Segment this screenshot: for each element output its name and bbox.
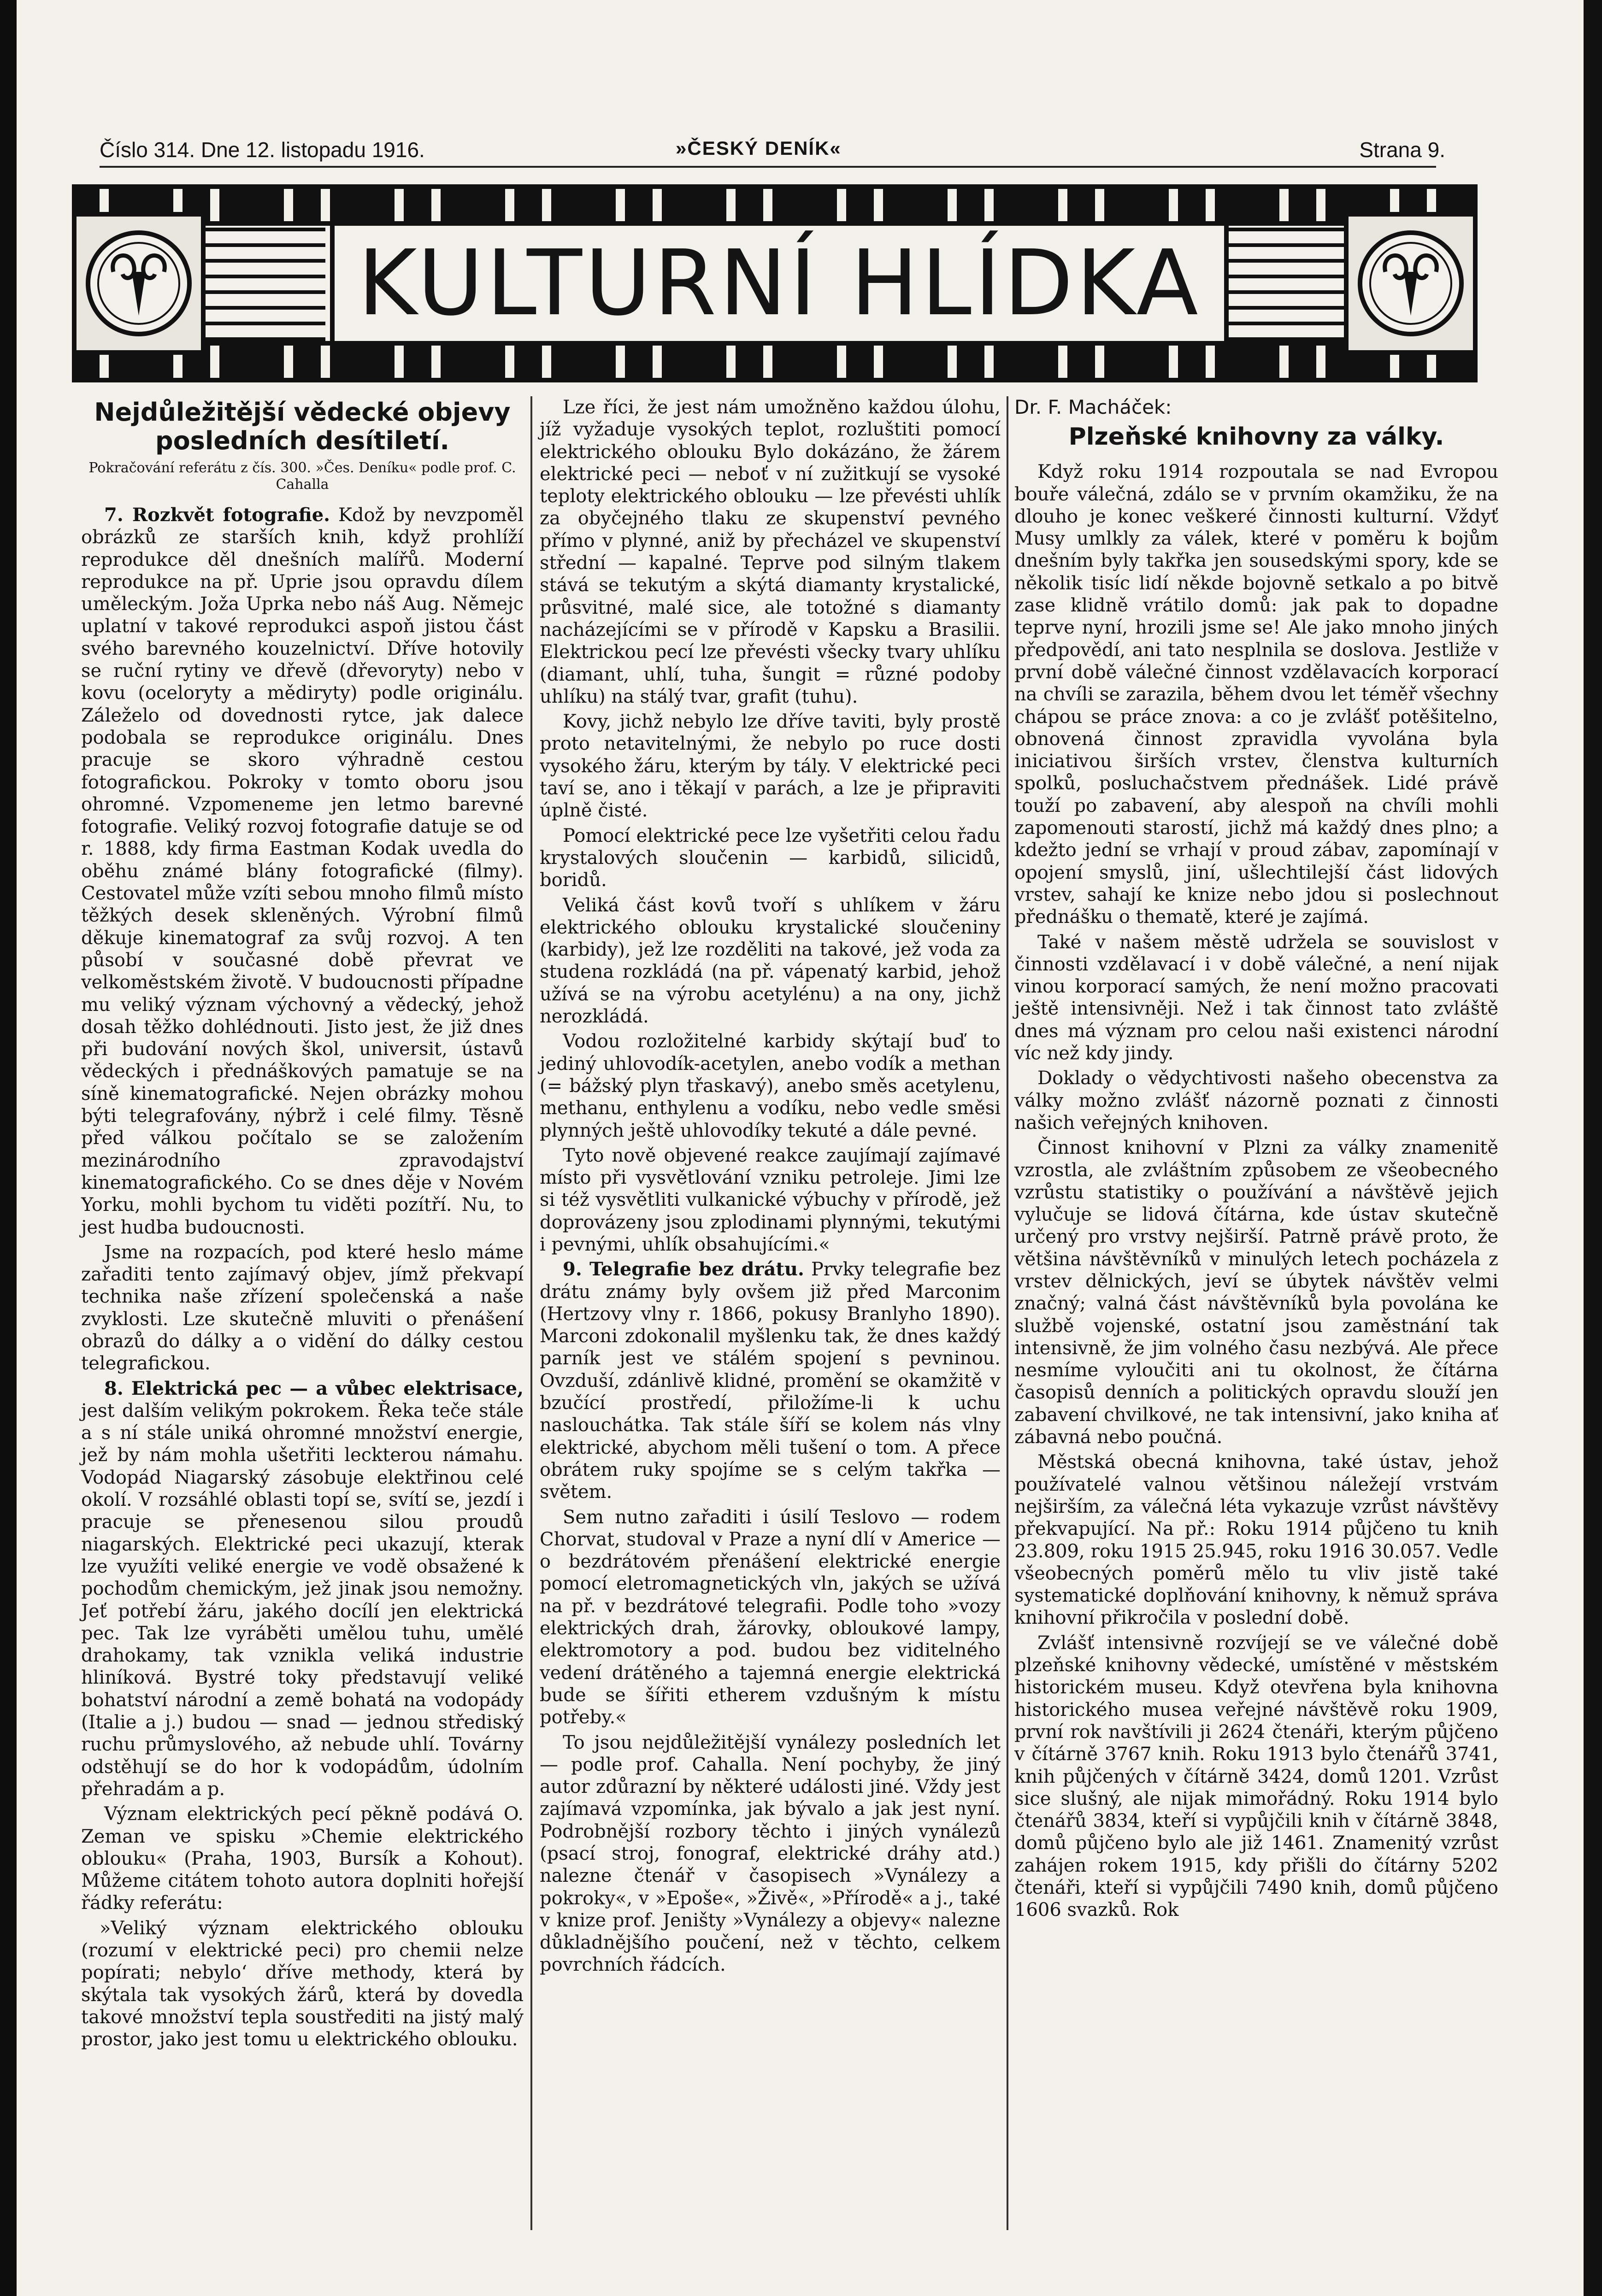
section-8-text: jest dalším velikým pokrokem. Řeka teče stále a s ní stále uniká ohromné množství energie, jež by nám mohla ušetřiti leckterou námahu. Vodopád Niagarský zásobuje elektřinou celé okolí. V rozsáhlé oblasti topí se, svítí se, jezdí i pracuje se přenesenou silou proudů niagarských. Elektrické peci ukazují, kterak lze využíti veliké energie ve vodě obsažené k pochodům chemickým, jež jinak jsou nemožny. Jeť potřebí žáru, jakého docílí jen elektrická pec. Tak lze vyráběti umělou tuhu, umělé drahokamy, tak vznikla veliká industrie hliníková. Bystré toky představují veliké bohatství národní a země bohatá na vodopády (Italie a j.) budou — snad — jednou střediský ruchu průmyslového, až nebude uhlí. Továrny odstěhují se do hor k vodopádům, údolním přehradám a p. bbox=[81, 1400, 524, 1800]
quotation: »Veliký význam elektrického oblouku (rozumí v elektrické peci) pro chemii nelze popírati; nebylo‘ dříve methody, která by skýtala tak vysokých žárů, která by dovedla takové množství tepla soustřediti na jistý malý prostor, jako jest tomu u elektrického oblouku. bbox=[81, 1917, 524, 2050]
section-masthead bbox=[72, 184, 1478, 378]
section-9-heading: 9. Telegrafie bez drátu. bbox=[563, 1258, 804, 1280]
article-source-note: Pokračování referátu z čís. 300. »Čes. Deníku« podle prof. C. Cahalla bbox=[88, 460, 516, 493]
page-number: Strana 9. bbox=[1359, 138, 1445, 162]
section-8-paragraph bbox=[81, 1378, 524, 1801]
paragraph: Také v našem městě udržela se souvislost v činnosti vzdělavací i v době válečné, a není nijak vinou korporací samých, že není možno pracovati ještě intensivněji. Než i tak činnost tato zvláště dnes má význam pro celou naši existenci národní víc než kdy jindy. bbox=[1014, 931, 1498, 1064]
article-headline: Nejdůležitější vědecké objevy posledních desítiletí. bbox=[94, 398, 511, 455]
paragraph: Zvlášť intensivně rozvíjejí se ve válečné době plzeňské knihovny vědecké, umístěné v městském historickém museu. Když otevřena byla knihovna historického musea veřejné návštěvě roku 1909, první rok navštívili ji 2624 čtenáři, kterým půjčeno v čítárně 3767 knih. Roku 1913 bylo čtenářů 3741, knih půjčených v čítárně 3424, domů 1201. Vzrůst sice slušný, ale nijak mimořádný. Roku 1914 bylo čtenářů 3834, kteří si vypůjčili knih v čítárně 3848, domů půjčeno bylo ale již 1461. Znamenitý vzrůst zahájen rokem 1915, kdy přišli do čítárny 5202 čtenáři, kteří si vypůjčili 7490 knih, domů půjčeno 1606 svazků. Rok bbox=[1014, 1632, 1498, 1921]
header-rule bbox=[100, 166, 1436, 168]
paragraph: Jsme na rozpacích, pod které heslo máme zařaditi tento zajímavý objev, jímž překvapí technika naše zřízení společenská a naše zvyklosti. Lze skutečně mluviti o přenášení obrazů do dálky a o vidění do dálky cestou telegrafickou. bbox=[81, 1241, 524, 1374]
ram-head-emblem-icon bbox=[72, 212, 206, 355]
newspaper-name: »ČESKÝ DENÍK« bbox=[676, 137, 842, 159]
masthead-hatch-left bbox=[206, 226, 325, 341]
section-7-heading: 7. Rozkvět fotografie. bbox=[104, 504, 330, 526]
paragraph: Sem nutno zařaditi i úsilí Teslovo — rodem Chorvat, studoval v Praze a nyní dlí v Americe — o bezdrátovém přenášení elektrické energie pomocí eletromagnetických vln, jakých se užívá na př. v bezdrátové telegrafii. Podle toho »vozy elektrických drah, žárovky, obloukové lampy, elektromotory a pod. budou bez viditelného vedení drátěného a tajemná energie elektrická bude se šířiti etherem vzdušným k místu potřeby.« bbox=[540, 1506, 1001, 1728]
scan-edge-right bbox=[1584, 0, 1602, 2296]
issue-date: Číslo 314. Dne 12. listopadu 1916. bbox=[100, 138, 425, 162]
masthead-ornament-bottom bbox=[72, 341, 1478, 382]
column-divider bbox=[530, 396, 532, 2230]
article-column-2 bbox=[540, 396, 1001, 1979]
section-7-paragraph bbox=[81, 504, 524, 1239]
paragraph: Pomocí elektrické pece lze vyšetřiti celou řadu krystalových sloučenin — karbidů, silicidů, boridů. bbox=[540, 825, 1001, 891]
paragraph: Činnost knihovní v Plzni za války znamenitě vzrostla, ale zvláštním způsobem ze všeobecného vzrůstu statistiky o používání a návštěvě jejich vylučuje se lidová čítárna, kde ústav skutečně určený pro vrstvy nejširší. Patrně právě proto, že většina návštěvníků v minulých letech pocházela z vrstev dělnických, jeví se úbytek návštěv velmi značný; valná část návštěvníků byla povolána ke službě vojenské, ostatní jsou zaměstnání tak intensivně, že jim volného času nezbývá. Ale přece nesmíme vyloučiti ani tu okolnost, že čítárna časopisů denních a politických opravdu slouží jen zabavení chvilkové, ne tak intensivní, jako kniha ať zábavná nebo poučná. bbox=[1014, 1137, 1498, 1448]
newspaper-page bbox=[17, 0, 1584, 2296]
masthead-hatch-right bbox=[1224, 226, 1344, 341]
paragraph: Lze říci, že jest nám umožněno každou úlohu, jíž vyžaduje vysokých teplot, rozluštiti pomocí elektrického oblouku Bylo dokázáno, že žárem elektrické peci — neboť v ní zužitkují se vysoké teploty elektrického oblouku — lze převésti uhlík za obyčejného tlaku ze skupenství pevného přímo v plynné, aniž by přecházel ve skupenství střední — kapalné. Teprve pod silným tlakem stává se tekutým a skýtá diamanty krystalické, průsvitné, malé sice, ale totožné s diamanty nacházejícími se v přírodě v Kapsku a Brasilii. Elektrickou pecí lze převésti všecky tvary uhlíku (diamant, uhlí, tuha, šungit = různé podoby uhlíku) na stálý tvar, grafit (tuhu). bbox=[540, 397, 1001, 707]
section-8-heading: 8. Elektrická pec — a vůbec elektrisace, bbox=[104, 1377, 524, 1399]
paragraph: Tyto nově objevené reakce zaujímají zajímavé místo při vysvětlování vzniku petroleje. Jimi lze si též vysvětliti vulkanické výbuchy v přírodě, jež doprovázeny jsou zplodinami plynnými, tekutými i pevnými, uhlík obsahujícími.« bbox=[540, 1145, 1001, 1255]
paragraph: Městská obecná knihovna, také ústav, jehož používatelé valnou většinou náležejí vrstvám nejširším, za válečná léta vykazuje vzrůst návštěvy překvapující. Na př.: Roku 1914 půjčeno tu knih 23.809, roku 1915 25.945, roku 1916 30.057. Vedle všeobecných poměrů mělo tu vliv jistě také systematické doplňování knihovny, k němuž správa knihovní přikročila v poslední době. bbox=[1014, 1451, 1498, 1629]
section-title: KULTURNÍ HLÍDKA bbox=[330, 226, 1229, 341]
scan-edge-left bbox=[0, 0, 17, 2296]
section-9-text: Prvky telegrafie bez drátu známy byly ovšem již před Marconim (Hertzovy vlny r. 1866, pokusy Branlyho 1890). Marconi zdokonalil myšlenku tak, že dnes každý parník jest ve stálém spojení s pevninou. Ovzduší, zdánlivě klidné, promění se okamžitě v bzučící prostředí, přiložíme-li k uchu naslouchátka. Tak stále šíří se kolem nás vlny elektrické, abychom měli tušení o tom. A přece obrátem ruky spojíme se s celým takřka — světem. bbox=[540, 1259, 1001, 1503]
section-9-paragraph bbox=[540, 1258, 1001, 1503]
article-column-1 bbox=[81, 396, 524, 2050]
paragraph: Veliká část kovů tvoří s uhlíkem v žáru elektrického oblouku krystalické sloučeniny (karbidy), jež lze rozděliti na takové, jež voda za studena rozkládá (na př. vápenatý karbid, jehož užívá se na výrobu acetylénu) a na ony, jichž nerozkládá. bbox=[540, 894, 1001, 1028]
masthead-ornament-top bbox=[72, 184, 1478, 226]
running-head bbox=[100, 137, 1445, 170]
paragraph: To jsou nejdůležitější vynálezy posledních let — podle prof. Cahalla. Není pochyby, že jiný autor zdůrazní by některé události jiné. Vždy jest zajímavá vzpomínka, jak bývalo a jak jest nyní. Podrobnější rozbory těchto i jiných vynálezů (psací stroj, fonograf, elektrické dráhy atd.) nalezne čtenář v časopisech »Vynálezy a pokroky«, v »Epoše«, »Živě«, »Přírodě« a j., také v knize prof. Jeništy »Vynálezy a objevy« nalezne důkladnějšího poučení, než v těchto, celkem povrchních řádcích. bbox=[540, 1732, 1001, 1976]
column-divider bbox=[1007, 396, 1008, 2230]
article-author: Dr. F. Macháček: bbox=[1014, 396, 1172, 418]
article-headline: Plzeňské knihovny za války. bbox=[1068, 423, 1444, 451]
paragraph: Kovy, jichž nebylo lze dříve taviti, byly prostě proto netavitelnými, že nebylo po ruce dosti vysokého žáru, kterým by tály. V elektrické peci taví se, ano i těkají v parách, a lze je připraviti úplně čisté. bbox=[540, 711, 1001, 822]
paragraph: Když roku 1914 rozpoutala se nad Evropou bouře válečná, zdálo se v prvním okamžiku, že na dlouho je konec veškeré činnosti kulturní. Vždyť Musy umlkly za válek, které v poměru k bojům dnešním byly takřka jen sousedskými spory, kde se několik tisíc lidí někde bojovně setkalo a po bitvě zase klidně vrátilo domů: jak pak to dopadne teprve nyní, hrozili jsme se! Ale jako mnoho jiných předpovědí, ani tato nesplnila se doslova. Jestliže v první době válečné činnost vzdělavacích korporací na chvíli se zarazila, během dvou let téměř všechny chápou se práce znova: a co je zvlášť potěšitelno, obnovená činnost zpravidla vyvolána byla iniciativou širších vrstev, členstva kulturních spolků, posluchačstvem přednášek. Lidé právě touží po zabavení, aby alespoň na chvíli mohli zapomenouti starostí, jichž má každý dnes plno; a kdežto jední se vrhají v proud zábav, zapomínají v opojení smyslů, jiní, ušlechtilejší část lidových vrstev, sahají ke knize nebo jdou si poslechnout přednášku o thematě, které je zajímá. bbox=[1014, 461, 1498, 928]
section-7-text: Kdož by nevzpoměl obrázků ze starších knih, když prohlíží reprodukce děl dnešních malířů. Moderní reprodukce na př. Uprie jsou opravdu dílem uměleckým. Joža Uprka nebo náš Aug. Němejc uplatní v takové reprodukci aspoň jistou část svého barevného kouzelnictví. Dříve hotovily se ruční rytiny ve dřevě (dřevoryty) nebo v kovu (oceloryty a mědiryty) podle originálu. Záleželo od dovednosti rytce, jak dalece podobala se reprodukce originálu. Dnes pracuje se skoro výhradně cestou fotografickou. Pokroky v tomto oboru jsou ohromné. Vzpomeneme jen letmo barevné fotografie. Veliký rozvoj fotografie datuje se od r. 1888, kdy firma Eastman Kodak uvedla do oběhu známé blány fotografické (filmy). Cestovatel může vzíti sebou mnoho filmů místo těžkých desek skleněných. Výrobní filmů děkuje kinematograf za svůj rozvoj. A ten působí v současné době převrat ve velkoměstském životě. V budoucnosti případne mu veliký význam výchovný a vědecký, jehož dosah těžko dohlédnouti. Jisto jest, že již dnes při budování nových škol, universit, ústavů vědeckých i přednáškových pamatuje se na síně kinematografické. Nejen obrázky mohou býti telegrafovány, nýbrž i celé filmy. Těsně před válkou počítalo se se založením mezinárodního zpravodajství kinematografického. Co se dnes děje v Novém Yorku, mohli bychom tu viděti pozítří. Nu, to jest hudba budoucnosti. bbox=[81, 505, 524, 1238]
paragraph: Doklady o vědychtivosti našeho obecenstva za války možno zvlášť názorně poznati z činnosti našich veřejných knihoven. bbox=[1014, 1068, 1498, 1133]
paragraph: Význam elektrických pecí pěkně podává O. Zeman ve spisku »Chemie elektrického oblouku« (Praha, 1903, Bursík a Kohout). Můžeme citátem tohoto autora doplniti hořejší řádky referátu: bbox=[81, 1803, 524, 1914]
ram-head-emblem-icon bbox=[1344, 212, 1478, 355]
article-column-3 bbox=[1014, 396, 1498, 1924]
paragraph: Vodou rozložitelné karbidy skýtají buď to jediný uhlovodík-acetylen, anebo vodík a methan (= bážský plyn třaskavý), anebo směs acetylenu, methanu, enthylenu a vodíku, nebo vedle směsi plynných ještě uhlovodíky tekuté a dále pevné. bbox=[540, 1031, 1001, 1141]
